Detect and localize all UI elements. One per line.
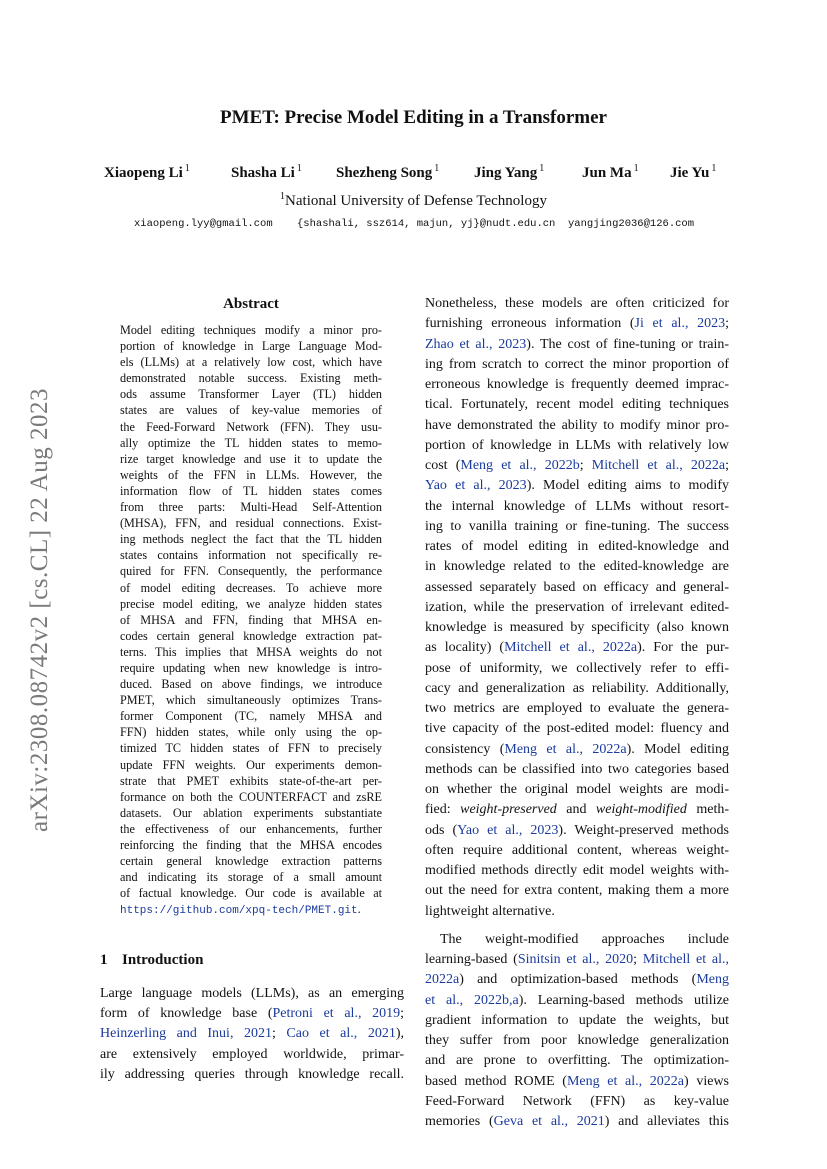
citation-link[interactable]: Meng et al., 2022a <box>504 741 627 757</box>
abstract-line: require updating when new knowledge is intro- <box>120 660 382 675</box>
email: yangjing2036@126.com <box>568 218 695 230</box>
author: Xiaopeng Li $^1$ <box>104 163 190 181</box>
abstract-line: of MHSA and FFN, finding that MHSA en- <box>120 612 382 627</box>
citation-link[interactable]: Cao et al., 2021 <box>286 1026 396 1042</box>
citation-link[interactable]: 2022a <box>425 972 460 988</box>
author: Jing Yang $^1$ <box>474 163 545 181</box>
body-line: have demonstrated the ability to modify minor pro- <box>425 417 729 433</box>
abstract-line: datasets. Our ablation experiments substantiate <box>120 805 382 820</box>
abstract-line: information flow of TL hidden states comes <box>120 483 382 498</box>
body-line: Nonetheless, these models are often criticized for <box>425 296 729 311</box>
body-line: out the need for extra content, making them a more <box>425 883 729 899</box>
citation-link[interactable]: Meng et al., 2022b <box>460 458 580 473</box>
body-line: ods (Yao et al., 2023). Weight-preserved methods <box>425 822 729 838</box>
body-line: rates of model editing in edited-knowledge and <box>425 539 729 554</box>
body-line: The weight-modified approaches include <box>440 931 729 947</box>
abstract-line: quired for FFN. Consequently, the performance <box>120 564 382 579</box>
body-line: the internal knowledge of LLMs without resort- <box>425 498 729 514</box>
body-line: often require additional content, whereas weight- <box>425 842 729 858</box>
abstract-line: the effectiveness of our enhancements, further <box>120 821 382 836</box>
author: Jun Ma $^1$ <box>582 163 639 181</box>
body-line: knowledge is measured by specificity (also known <box>425 620 729 635</box>
code-link[interactable]: https://github.com/xpq-tech/PMET.git <box>120 905 358 918</box>
abstract-body <box>120 322 382 919</box>
citation-link[interactable]: Petroni et al., 2019 <box>272 1006 401 1022</box>
abstract-line: reinforcing the finding that the MHSA encodes <box>120 838 382 852</box>
abstract-line: strate that PMET exhibits state-of-the-art per- <box>120 773 382 788</box>
body-line: furnishing erroneous information (Ji et al., 2023; <box>425 316 730 332</box>
body-line: Yao et al., 2023). Model editing aims to modify <box>425 478 729 494</box>
author: Shasha Li $^1$ <box>231 163 302 181</box>
abstract-line: the Feed-Forward Network (FFN). They usu- <box>120 419 382 434</box>
abstract-line: duced. Based on above findings, we introduce <box>120 677 382 692</box>
intro-line: are extensively employed worldwide, primar- <box>100 1046 404 1062</box>
intro-body <box>100 984 404 1085</box>
body-line: and are prone to overfitting. The optimization- <box>425 1053 729 1069</box>
arxiv-id: arXiv:2308.08742v2 [cs.CL] 22 Aug 2023 <box>26 388 53 832</box>
abstract-line: and indicating its storage of a small amount <box>120 870 382 885</box>
abstract-line: portion of knowledge in Large Language Mod- <box>120 339 382 354</box>
abstract-line: ing methods neglect the fact that the TL hidden <box>120 532 382 547</box>
abstract-line: precise model editing, we analyze hidden states <box>120 596 382 611</box>
abstract-line: from three parts: Multi-Head Self-Attention <box>120 500 382 515</box>
citation-link[interactable]: Geva et al., 2021 <box>493 1114 605 1129</box>
body-line: consistency (Meng et al., 2022a). Model editing <box>425 741 729 757</box>
abstract-line: PMET, which simultaneously optimizes Trans- <box>120 693 382 708</box>
email-list <box>0 218 827 232</box>
citation-link[interactable]: Mitchell et al., 2022a <box>591 458 726 473</box>
body-line: gradient information to update the weights, but <box>425 1012 729 1028</box>
body-line: cacy and generalization as reliability. Additionally, <box>425 680 729 696</box>
abstract-heading: Abstract <box>223 296 279 312</box>
abstract-line: of factual knowledge. Our code is available at <box>120 886 382 901</box>
body-line: ing to vanilla training or fine-tuning. The success <box>425 518 729 534</box>
body-line: they suffer from poor knowledge generalization <box>425 1033 729 1048</box>
abstract-line: Model editing techniques modify a minor pro- <box>120 323 382 337</box>
author: Shezheng Song $^1$ <box>336 163 440 181</box>
citation-link[interactable]: Yao et al., 2023 <box>425 478 527 494</box>
body-line: 2022a) and optimization-based methods (Meng <box>425 972 729 988</box>
abstract-line: certain general knowledge extraction patterns <box>120 854 382 869</box>
section-heading: 1 Introduction <box>100 952 204 968</box>
abstract-line: states contains information not specifically re- <box>120 548 382 563</box>
body-line: Zhao et al., 2023). The cost of fine-tuning or train- <box>425 336 729 352</box>
body-line: fied: weight-preserved and weight-modified meth- <box>425 802 730 818</box>
citation-link[interactable]: Heinzerling and Inui, 2021 <box>100 1026 272 1042</box>
intro-line: Large language models (LLMs), as an emerging <box>100 986 404 1001</box>
body-line: modified methods directly edit model weights with- <box>425 863 729 878</box>
arxiv-sidebar-stamp <box>14 330 66 890</box>
citation-link[interactable]: Mitchell et al., <box>642 952 730 967</box>
body-line: Feed-Forward Network (FFN) as key-value <box>425 1093 729 1109</box>
intro-line: Heinzerling and Inui, 2021; Cao et al., 2021), <box>100 1026 404 1042</box>
body-line: tive capacity of the post-edited model: fluency and <box>425 721 729 737</box>
body-line: ing from scratch to correct the minor proportion of <box>425 356 729 372</box>
author: Jie Yu $^1$ <box>670 163 717 181</box>
body-line: portion of knowledge in LLMs with relatively low <box>425 437 729 453</box>
body-line: lightweight alternative. <box>425 903 555 919</box>
abstract-line: els (LLMs) at a relatively low cost, which have <box>120 355 382 370</box>
abstract-line: https://github.com/xpq-tech/PMET.git. <box>120 902 361 918</box>
citation-link[interactable]: Zhao et al., 2023 <box>425 336 527 352</box>
abstract-line: rize target knowledge and use it to update the <box>120 451 382 466</box>
abstract-line: update FFN weights. Our experiments demon- <box>120 757 382 772</box>
body-line: memories (Geva et al., 2021) and alleviates this <box>425 1114 730 1129</box>
abstract-line: codes certain general knowledge extraction pat- <box>120 628 382 643</box>
author-list <box>0 163 827 185</box>
citation-link[interactable]: Ji et al., 2023 <box>634 316 726 332</box>
body-line: erroneous knowledge is frequently deemed imprac- <box>425 377 729 392</box>
email: {shashali, ssz614, majun, yj}@nudt.edu.cn <box>297 218 556 230</box>
right-column-body <box>425 294 729 1132</box>
body-line: assessed separately based on efficacy and general- <box>425 579 729 595</box>
body-line: tical. Fortunately, recent model editing techniques <box>425 397 729 413</box>
abstract-line: timized TC hidden states of FFN to precisely <box>120 741 382 756</box>
abstract-line: (MHSA), FFN, and residual connections. Exist- <box>120 516 382 531</box>
citation-link[interactable]: et al., 2022b,a <box>425 992 519 1008</box>
body-line: et al., 2022b,a). Learning-based methods utilize <box>425 992 729 1008</box>
abstract-line: weights of the FFN in LLMs. However, the <box>120 467 382 482</box>
body-line: pose of uniformity, we collectively refer to effi- <box>425 660 729 676</box>
citation-link[interactable]: Meng et al., 2022a <box>566 1073 685 1089</box>
body-line: cost (Meng et al., 2022b; Mitchell et al., 2022a; <box>425 458 730 473</box>
body-line: methods can be classified into two categories based <box>425 761 729 777</box>
abstract-line: terns. This implies that MHSA weights do not <box>120 644 382 659</box>
intro-line: form of knowledge base (Petroni et al., 2019; <box>100 1006 404 1022</box>
citation-link[interactable]: Mitchell et al., 2022a <box>504 640 638 656</box>
citation-link[interactable]: Yao et al., 2023 <box>457 822 559 838</box>
abstract-line: FFN) hidden states, while only using the op- <box>120 725 382 740</box>
affiliation: $^1$National University of Defense Technology <box>280 191 547 209</box>
email: xiaopeng.lyy@gmail.com <box>134 218 273 230</box>
paper-title: PMET: Precise Model Editing in a Transformer <box>220 107 607 128</box>
abstract-line: former Component (TC, namely MHSA and <box>120 709 382 724</box>
abstract-line: demonstrated notable success. Existing meth- <box>120 371 382 386</box>
body-line: based method ROME (Meng et al., 2022a) views <box>425 1073 729 1089</box>
body-line: as locality) (Mitchell et al., 2022a). For the pur- <box>425 640 729 656</box>
abstract-line: of model editing decreases. To achieve more <box>120 580 382 595</box>
body-line: two metrics are employed to evaluate the genera- <box>425 701 729 716</box>
body-line: ization, while the preservation of irrelevant edited- <box>425 599 729 615</box>
citation-link[interactable]: Meng <box>696 972 729 988</box>
body-line: in knowledge related to the edited-knowledge are <box>425 559 729 575</box>
abstract-line: ods assume Transformer Layer (TL) hidden <box>120 387 382 402</box>
abstract-line: formance on both the COUNTERFACT and zsRE <box>120 789 382 804</box>
body-line: learning-based (Sinitsin et al., 2020; Mitchell et al., <box>425 952 730 967</box>
body-line: on whether the original model weights are modi- <box>425 782 729 797</box>
abstract-line: ally optimize the TL hidden states to memo- <box>120 435 382 450</box>
abstract-line: states are values of key-value memories of <box>120 403 382 418</box>
citation-link[interactable]: Sinitsin et al., 2020 <box>517 952 634 967</box>
intro-line: ily addressing queries through knowledge recall. <box>100 1066 404 1082</box>
